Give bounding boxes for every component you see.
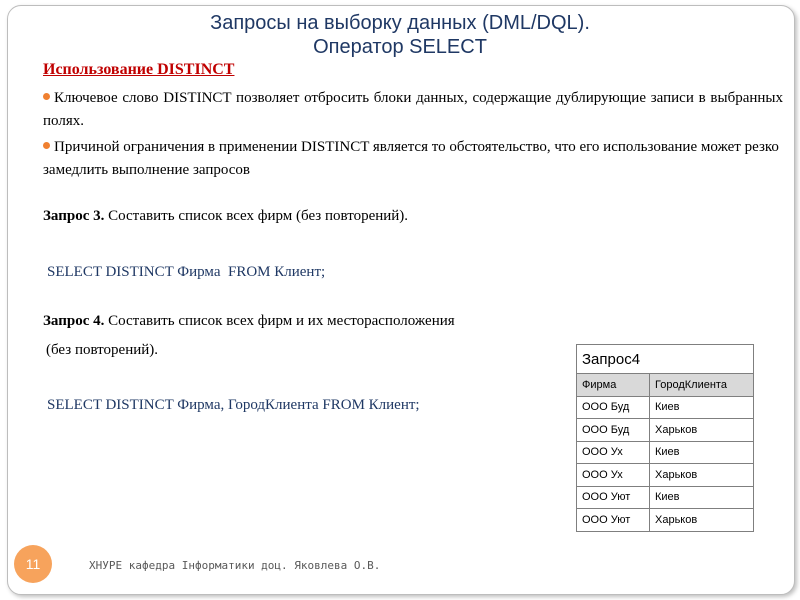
slide-title-line2: Оператор SELECT xyxy=(313,36,487,58)
page-number-badge: 11 xyxy=(14,545,52,583)
query3-text: Составить список всех фирм (без повторений). xyxy=(104,208,409,224)
table-cell: ООО Уют xyxy=(577,509,650,532)
column-header-city: ГородКлиента xyxy=(650,374,754,397)
query4-description xyxy=(43,313,455,330)
query4-description-line2: (без повторений). xyxy=(46,342,159,358)
table-row xyxy=(577,396,754,419)
table-cell: ООО Уют xyxy=(577,486,650,509)
section-heading-text: Использование DISTINCT xyxy=(43,61,235,78)
query4-label: Запрос 4. xyxy=(43,313,105,329)
query4-text: Составить список всех фирм и их месторасположения xyxy=(104,313,455,329)
bullet-text-1: Ключевое слово DISTINCT позволяет отбросить блоки данных, содержащие дублирующие записи в выбранных полях. xyxy=(43,90,783,129)
table-row xyxy=(577,509,754,532)
slide-title-line1: Запросы на выборку данных (DML/DQL). xyxy=(210,12,590,34)
table-cell: ООО Ух xyxy=(577,441,650,464)
table-row xyxy=(577,464,754,487)
table-cell: Киев xyxy=(650,396,754,419)
query3-description xyxy=(43,208,408,225)
table-cell: Харьков xyxy=(650,419,754,442)
bullet-paragraph-2 xyxy=(43,136,783,182)
table-row xyxy=(577,441,754,464)
section-heading xyxy=(43,61,234,79)
result-table xyxy=(576,344,754,532)
table-cell: Киев xyxy=(650,441,754,464)
column-header-firm: Фирма xyxy=(577,374,650,397)
table-cell: ООО Ух xyxy=(577,464,650,487)
result-table-caption: Запрос4 xyxy=(577,345,754,374)
table-cell: ООО Буд xyxy=(577,419,650,442)
footer-text: ХНУРЕ кафедра Інформатики доц. Яковлева О.В. xyxy=(89,559,381,572)
query3-label: Запрос 3. xyxy=(43,208,105,224)
table-row xyxy=(577,419,754,442)
bullet-dot-icon xyxy=(43,93,50,100)
table-cell: ООО Буд xyxy=(577,396,650,419)
bullet-paragraph-1 xyxy=(43,87,783,133)
bullet-text-2: Причиной ограничения в применении DISTINCT является то обстоятельство, что его использование может резко замедлить выполнение запросов xyxy=(43,139,779,178)
query4-sql: SELECT DISTINCT Фирма, ГородКлиента FROM Клиент; xyxy=(47,397,420,413)
table-cell: Харьков xyxy=(650,509,754,532)
bullet-dot-icon xyxy=(43,142,50,149)
table-cell: Киев xyxy=(650,486,754,509)
table-row xyxy=(577,486,754,509)
table-cell: Харьков xyxy=(650,464,754,487)
query3-sql: SELECT DISTINCT Фирма FROM Клиент; xyxy=(47,264,326,280)
